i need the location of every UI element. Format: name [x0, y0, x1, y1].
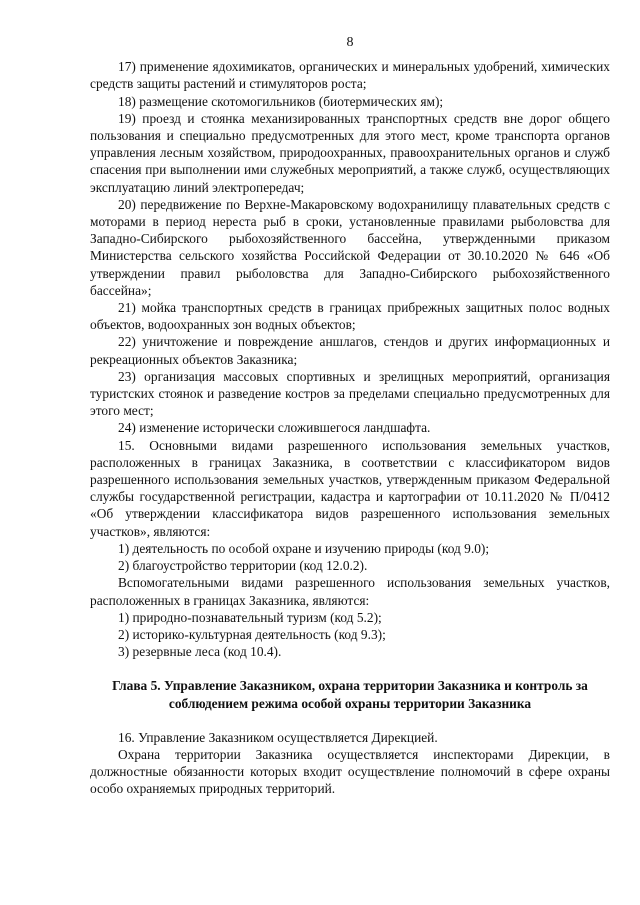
list-item-21: 21) мойка транспортных средств в границах прибрежных защитных полос водных объектов, водоохранных зон водных объектов; — [90, 300, 610, 333]
auxiliary-uses-intro: Вспомогательными видами разрешенного использования земельных участков, расположенных в границах Заказника, являются: — [90, 575, 610, 608]
document-page — [90, 34, 610, 798]
list-item-24: 24) изменение исторически сложившегося ландшафта. — [118, 420, 431, 436]
main-use-2: 2) благоустройство территории (код 12.0.2). — [118, 558, 368, 574]
section-spacer — [90, 660, 610, 677]
guard-paragraph: Охрана территории Заказника осуществляется инспекторами Дирекции, в должностные обязанности которых входит осуществление полномочий в сфере охраны особо охраняемых природных территорий. — [90, 746, 610, 797]
list-item-22: 22) уничтожение и повреждение аншлагов, стендов и других информационных и рекреационных объектов Заказника; — [90, 334, 610, 367]
chapter-5-heading: Глава 5. Управление Заказником, охрана территории Заказника и контроль за соблюдением режима особой охраны территории Заказника — [112, 678, 588, 711]
clause-16: 16. Управление Заказником осуществляется Дирекцией. — [118, 729, 438, 745]
list-item-17: 17) применение ядохимикатов, органических и минеральных удобрений, химических средств защиты растений и стимуляторов роста; — [90, 59, 610, 92]
auxiliary-use-2: 2) историко-культурная деятельность (код 9.3); — [118, 626, 386, 642]
section-spacer — [90, 712, 610, 729]
list-item-19: 19) проезд и стоянка механизированных транспортных средств вне дорог общего пользования и специально предусмотренных для этого мест, кроме транспорта органов управления лесным хозяйством, природоохранных, правоохранительных органов и служб спасения при выполнении ими служебных мероприятий, а также служб, осуществляющих эксплуатацию линий электропередач; — [90, 110, 610, 195]
page-number: 8 — [346, 35, 354, 50]
list-item-18: 18) размещение скотомогильников (биотермических ям); — [118, 93, 444, 109]
auxiliary-use-1: 1) природно-познавательный туризм (код 5.2); — [118, 609, 382, 625]
clause-15: 15. Основными видами разрешенного использования земельных участков, расположенных в границах Заказника, в соответствии с классификатором видов разрешенного использования земельных участков, утвержденным приказом Федеральной службы государственной регистрации, кадастра и картографии от 10.11.2020 № П/0412 «Об утверждении классификатора видов разрешенного использования земельных участков», являются: — [90, 437, 610, 539]
list-item-20: 20) передвижение по Верхне-Макаровскому водохранилищу плавательных средств с моторами в период нереста рыб в сроки, установленные правилами рыболовства для Западно-Сибирского рыбохозяйственного бассейна, утвержденными приказом Министерства сельского хозяйства Российской Федерации от 30.10.2020 № 646 «Об утверждении правил рыболовства для Западно-Сибирского рыбохозяйственного бассейна»; — [90, 196, 610, 298]
auxiliary-use-3: 3) резервные леса (код 10.4). — [118, 644, 282, 660]
main-use-1: 1) деятельность по особой охране и изучению природы (код 9.0); — [118, 540, 490, 556]
list-item-23: 23) организация массовых спортивных и зрелищных мероприятий, организация туристских стоянок и разведение костров за пределами специально предусмотренных для этого мест; — [90, 368, 610, 419]
